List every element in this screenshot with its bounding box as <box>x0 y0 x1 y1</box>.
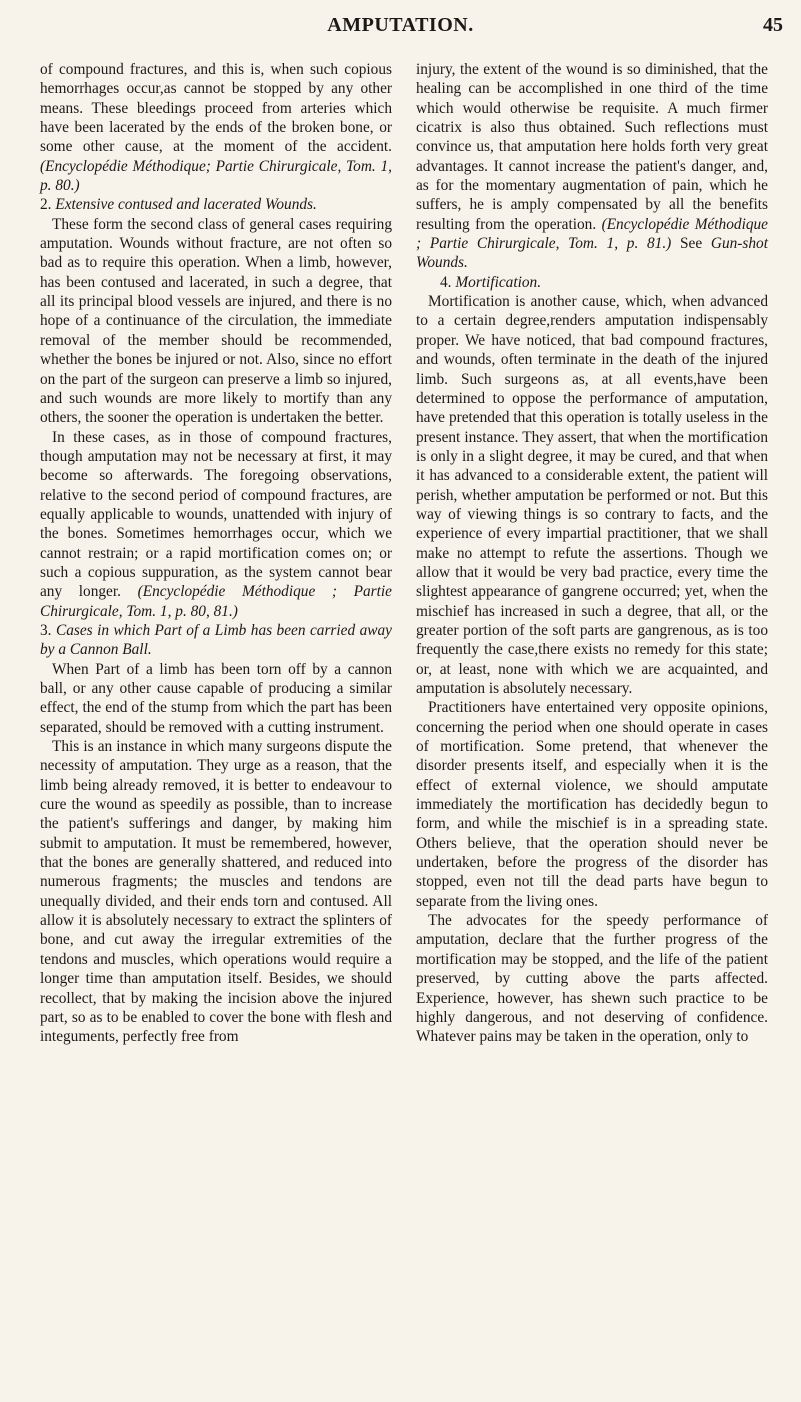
paragraph: Mortification is another cause, which, when advanced to a certain degree,renders amputation indispensably proper. We have noticed, that bad compound fractures, and wounds, often terminate in the death of the injured limb. Such surgeons as, at all events,have been determined to oppose the performance of amputation, have pretended that this operation is totally useless in the present instance. They assert, that when the mortification is only in a slight degree, it may be cured, and that when it has advanced to a considerable extent, the patient will perish, whether amputation be performed or not. But this way of viewing things is so contrary to facts, and the experience of every impartial practitioner, that we shall make no attempt to refute the assertions. Though we allow that it would be very bad practice, every time the slightest appearance of gangrene occurred; yet, when the mischief has increased in such a degree, that all, or the greater portion of the soft parts are gangrenous, as is too frequently the case,there exists no remedy for this state; or, at least, none with which we are acquainted, and amputation is absolutely necessary. <box>416 293 768 697</box>
paragraph-text: In these cases, as in those of compound fractures, though amputation may not be necessary at first, it may become so afterwards. The foregoing observations, relative to the second period of compound fractures, are equally applicable to wounds, unattended with injury of the bones. Sometimes hemorrhages occur, which we cannot restrain; or a rapid mortification comes on; or such a copious suppuration, as the system cannot bear any longer. <box>40 428 392 601</box>
paragraph-text: of compound fractures, and this is, when such copious hemorrhages occur,as cannot be stopped by any other means. These bleedings proceed from arteries which have been lacerated by the ends of the broken bone, or some other cause, at the moment of the accident. <box>40 61 392 156</box>
section-number: 2. <box>40 196 52 214</box>
paragraph <box>40 60 392 195</box>
section-heading <box>40 195 392 214</box>
citation: (Encyclopédie Méthodique ; Partie Chirurgicale, Tom. 1, p. 81.) <box>416 215 768 253</box>
page-header <box>0 6 801 50</box>
paragraph: This is an instance in which many surgeons dispute the necessity of amputation. They urge as a reason, that the limb being already removed, it is better to endeavour to cure the wound as speedily as possible, than to increase the patient's sufferings and danger, by making him submit to amputation. It must be remembered, however, that the bones are generally shattered, and reduced into numerous fragments; the muscles and tendons are unequally divided, and their ends torn and contused. All allow it is absolutely necessary to extract the splinters of bone, and cut away the irregular extremities of the tendons and muscles, which operations would require a longer time than amputation itself. Besides, we should recollect, that by making the incision above the injured part, so as to be enabled to cover the bone with flesh and integuments, perfectly free from <box>40 738 392 1046</box>
paragraph: Practitioners have entertained very opposite opinions, concerning the period when one should operate in cases of mortification. Some pretend, that whenever the disorder presents itself, and especially when it is the effect of external violence, we should amputate immediately the mortification has decidedly begun to form, and while the mischief is in a spreading state. Others believe, that the operation should never be undertaken, before the progress of the disorder has stopped, even not till the dead parts have begun to separate from the living ones. <box>416 699 768 910</box>
see-also-reference: Gun-shot Wounds. <box>416 235 768 272</box>
section-heading <box>40 621 392 660</box>
paragraph <box>416 60 768 273</box>
section-title: Cases in which Part of a Limb has been carried away by a Cannon Ball. <box>40 621 392 659</box>
see-also-label: See <box>680 235 703 253</box>
right-column <box>416 60 768 1047</box>
page-number: 45 <box>763 14 783 36</box>
section-title: Mortification. <box>455 273 542 291</box>
section-number: 3. <box>40 621 52 639</box>
left-column <box>40 60 392 1047</box>
citation: (Encyclopédie Méthodique; Partie Chirurgicale, Tom. 1, p. 80.) <box>40 157 392 195</box>
paragraph <box>40 428 392 621</box>
running-title: AMPUTATION. <box>327 14 474 36</box>
paragraph: When Part of a limb has been torn off by a cannon ball, or any other cause capable of producing a similar effect, the end of the stump from which the part has been separated, should be removed with a cutting instrument. <box>40 660 392 736</box>
citation: (Encyclopédie Méthodique ; Partie Chirurgicale, Tom. 1, p. 80, 81.) <box>40 583 392 620</box>
paragraph-text: injury, the extent of the wound is so diminished, that the healing can be accomplished in one third of the time which would otherwise be requisite. A much firmer cicatrix is also thus obtained. Such reflections must convince us, that amputation here holds forth very great advantages. It cannot increase the patient's danger, and, as for the momentary augmentation of pain, which he suffers, he is amply compensated by all the benefits resulting from the operation. <box>416 61 768 233</box>
section-title: Extensive contused and lacerated Wounds. <box>55 196 317 214</box>
paragraph: The advocates for the speedy performance of amputation, declare that the further progress of the mortification may be stopped, and the life of the patient preserved, by cutting above the parts affected. Experience, however, has shewn such practice to be highly dangerous, and not deserving of confidence. Whatever pains may be taken in the operation, only to <box>416 912 768 1046</box>
section-number: 4. <box>440 273 452 291</box>
paragraph: These form the second class of general cases requiring amputation. Wounds without fracture, are not often so bad as to require this operation. When a limb, however, has been contused and lacerated, in such a degree, that all its principal blood vessels are injured, and there is no hope of a continuance of the circulation, the immediate removal of the member should be recommended, whether the bones be injured or not. Also, since no effort on the part of the surgeon can preserve a limb so injured, and such wounds are more likely to mortify than any others, the sooner the operation is undertaken the better. <box>40 215 392 427</box>
section-heading <box>416 273 768 292</box>
